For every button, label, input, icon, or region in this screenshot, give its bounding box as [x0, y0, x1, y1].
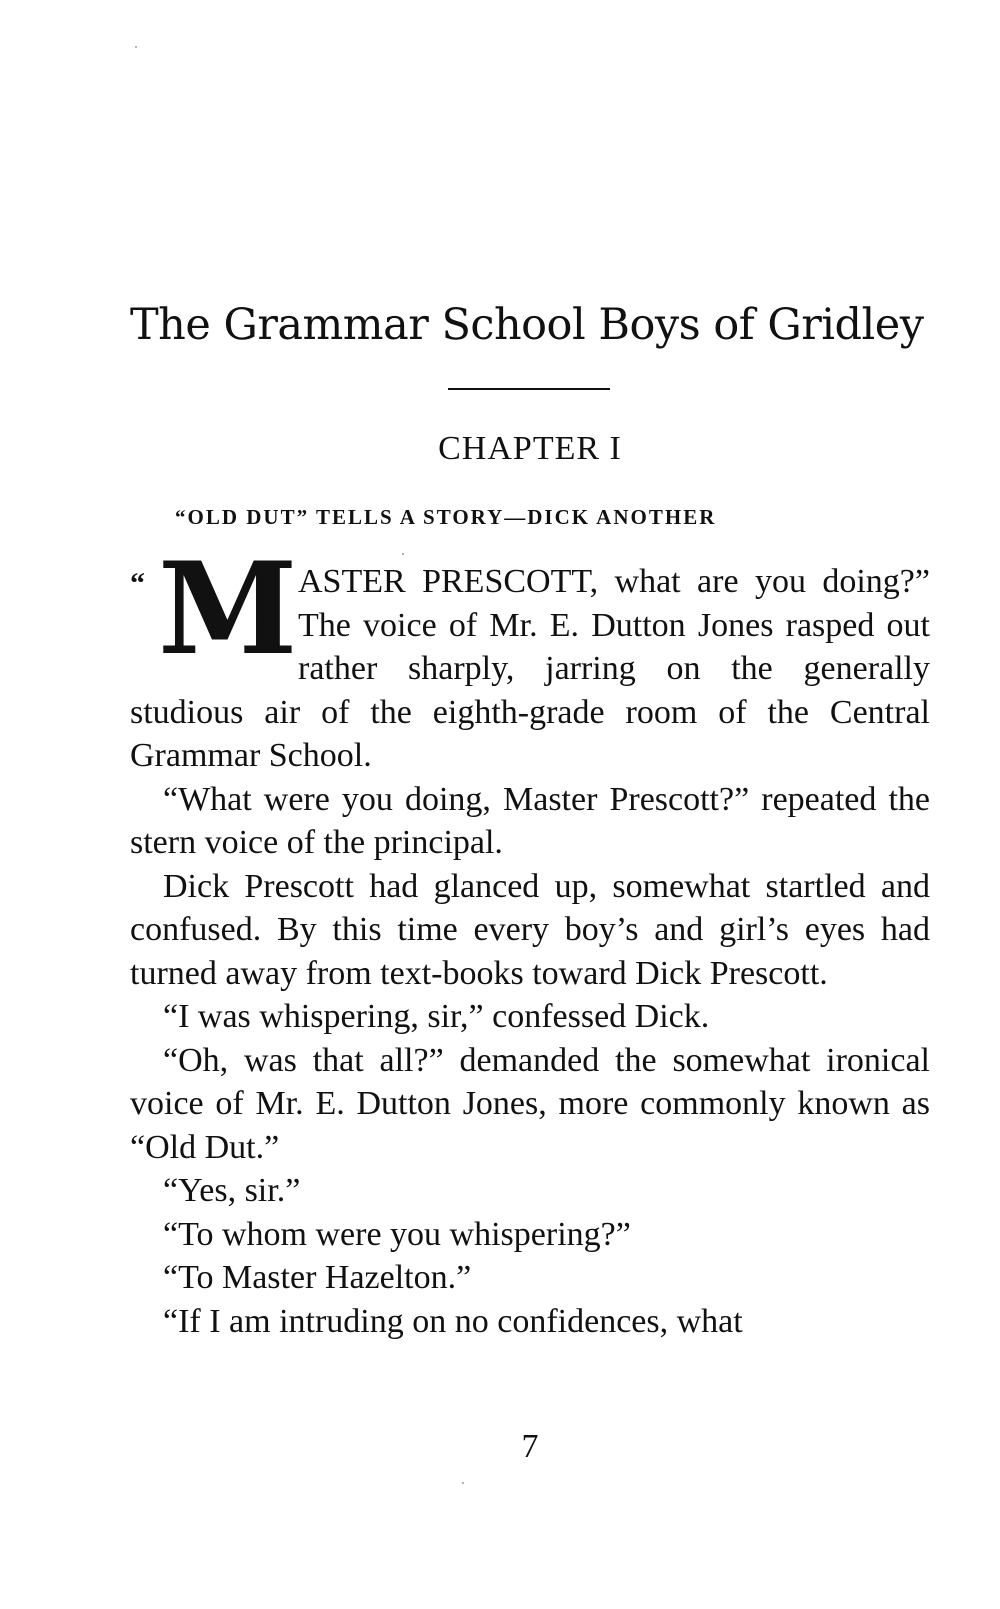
chapter-body	[130, 535, 930, 1343]
paper-speck	[462, 1482, 464, 1484]
drop-cap	[130, 535, 298, 684]
book-title: The Grammar School Boys of Gridley	[130, 300, 924, 350]
paragraph: “To whom were you whispering?”	[163, 1215, 631, 1253]
paragraph: Dick Prescott had glanced up, somewhat startled and confused. By this time every boy’s and girl’s eyes had turned away from text-books toward Dick Prescott.	[130, 867, 930, 992]
paragraph: “If I am intruding on no confidences, what	[163, 1302, 743, 1340]
chapter-subtitle: “OLD DUT” TELLS A STORY—DICK ANOTHER	[175, 505, 717, 529]
page-number: 7	[521, 1428, 539, 1465]
paper-speck	[135, 46, 137, 48]
drop-cap-quote: “	[130, 567, 143, 600]
paragraph: “I was whispering, sir,” confessed Dick.	[163, 998, 710, 1035]
drop-cap-letter: M	[158, 535, 298, 683]
paragraph: ASTER PRESCOTT, what are you doing?” The voice of Mr. E. Dutton Jones rasped out rather sharply, jarring on the generally studious air of the eighth-grade room of the Central Grammar School.	[130, 563, 930, 774]
chapter-heading: CHAPTER I	[438, 430, 622, 467]
paragraph: “Oh, was that all?” demanded the somewhat ironical voice of Mr. E. Dutton Jones, more commonly known as “Old Dut.”	[130, 1041, 930, 1166]
paragraph: “Yes, sir.”	[163, 1172, 301, 1209]
paper-speck	[402, 553, 404, 555]
paragraph: “To Master Hazelton.”	[163, 1259, 472, 1296]
title-divider	[448, 388, 610, 390]
paragraph: “What were you doing, Master Prescott?” repeated the stern voice of the principal.	[130, 780, 930, 861]
